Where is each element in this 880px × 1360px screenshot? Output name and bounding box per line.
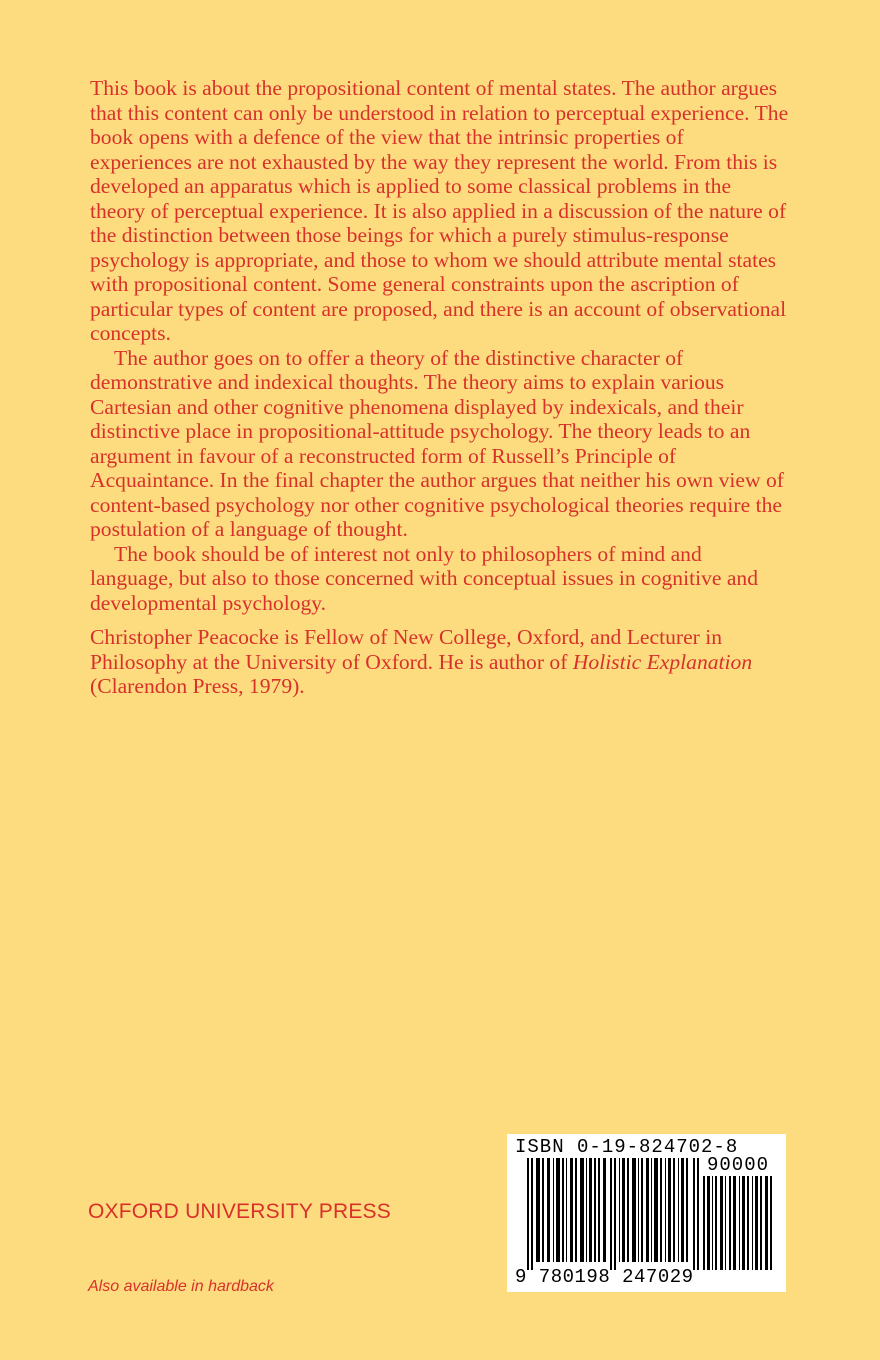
author-bio-publisher: (Clarendon Press, 1979). [90, 674, 305, 698]
barcode-icon [527, 1158, 699, 1270]
blurb-paragraph-1: This book is about the propositional content of mental states. The author argues that this content can only be understood in relation to perceptual experience. The book opens with a defence of the view that the intrinsic properties of experiences are not exhausted by the way they represent the world. From this is developed an apparatus which is applied to some classical problems in the theory of perceptual experience. It is also applied in a discussion of the nature of the distinction between those beings for which a purely stimulus-response psychology is appropriate, and those to whom we should attribute mental states with propositional content. Some general constraints upon the ascription of particular types of content are proposed, and there is an account of observational concepts. [90, 76, 789, 345]
blurb-paragraph-2: The author goes on to offer a theory of the distinctive character of demonstrative and indexical thoughts. The theory aims to explain various Cartesian and other cognitive phenomena displayed by indexicals, and their distinctive place in propositional-attitude psychology. The theory leads to an argument in favour of a reconstructed form of Russell’s Principle of Acquaintance. In the final chapter the author argues that neither his own view of content-based psychology nor other cognitive psychological theories require the postulation of a language of thought. [90, 345, 784, 541]
blurb-paragraph-3: The book should be of interest not only to philosophers of mind and language, but also to those concerned with conceptual issues in cognitive and developmental psychology. [90, 541, 759, 615]
author-book-title: Holistic Explanation [572, 649, 753, 674]
isbn-label: ISBN 0-19-824702-8 [515, 1136, 739, 1158]
author-bio [90, 625, 790, 699]
availability-note: Also available in hardback [88, 1278, 274, 1295]
barcode-addon-icon [703, 1176, 773, 1270]
author-bio-text: Christopher Peacocke is Fellow of New College, Oxford, and Lecturer in Philosophy at the University of Oxford. He is author of [90, 625, 723, 674]
ean-digits: 9 780198 247029 [515, 1266, 694, 1288]
publisher-name: OXFORD UNIVERSITY PRESS [88, 1200, 391, 1223]
isbn-barcode [507, 1134, 786, 1292]
back-cover-blurb [90, 76, 790, 699]
price-code: 90000 [707, 1154, 770, 1176]
